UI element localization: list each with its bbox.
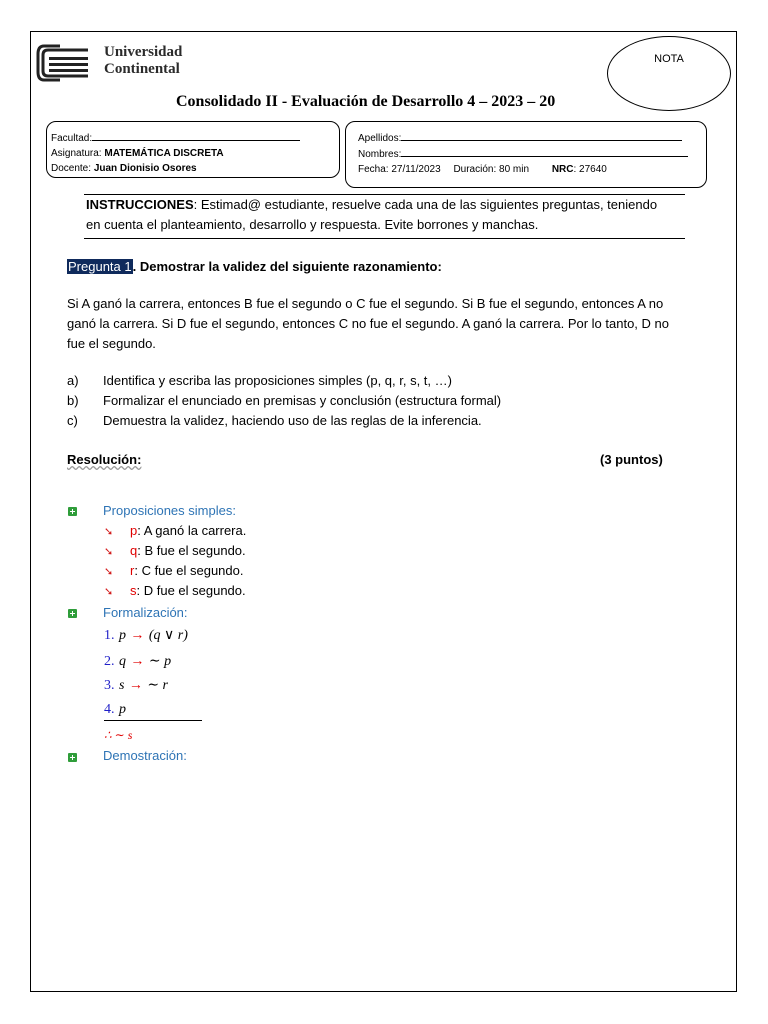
premise-arrow: → xyxy=(130,628,145,643)
premise-arrow: → xyxy=(130,654,145,669)
instructions-bottom-rule xyxy=(84,238,685,239)
prop-var: r xyxy=(130,563,135,578)
list-item xyxy=(67,391,501,411)
premise-number: 2. xyxy=(104,654,115,669)
resolution-label: Resolución: xyxy=(67,452,142,467)
expand-plus-icon[interactable] xyxy=(68,609,77,618)
premise-number: 4. xyxy=(104,702,115,717)
question-items xyxy=(67,371,501,431)
apellidos-label: Apellidos: xyxy=(358,133,402,144)
expand-plus-icon[interactable] xyxy=(68,507,77,516)
item-marker: b) xyxy=(67,393,79,408)
exam-title: Consolidado II - Evaluación de Desarrollo 4 – 2023 – 20 xyxy=(176,93,556,110)
expand-plus-icon[interactable] xyxy=(68,753,77,762)
docente-label: Docente: xyxy=(51,163,92,174)
premise-4 xyxy=(104,700,202,721)
premise-rhs: (q ∨ r) xyxy=(148,628,188,643)
item-text: Identifica y escriba las proposiciones simples (p, q, r, s, t, …) xyxy=(103,373,452,388)
prop-var: q xyxy=(130,543,138,558)
bullet-icon: ➘ xyxy=(104,546,114,558)
nombres-blank[interactable] xyxy=(401,147,688,157)
list-item xyxy=(67,411,501,431)
statement-line3: fue el segundo. xyxy=(67,336,156,351)
apellidos-row xyxy=(358,131,682,145)
item-text: Demuestra la validez, haciendo uso de las reglas de la inferencia. xyxy=(103,413,482,428)
facultad-blank[interactable] xyxy=(92,131,300,141)
nombres-row xyxy=(358,147,688,161)
bullet-icon: ➘ xyxy=(104,566,114,578)
grade-oval xyxy=(607,36,731,111)
list-item xyxy=(67,371,501,391)
statement-line1: Si A ganó la carrera, entonces B fue el segundo o C fue el segundo. Si B fue el segundo, entonces A no xyxy=(67,296,664,311)
fecha-row xyxy=(358,163,607,176)
instructions-line2: en cuenta el planteamiento, desarrollo y respuesta. Evite borrones y manchas. xyxy=(86,217,539,232)
instructions-label: INSTRUCCIONES xyxy=(86,197,194,212)
fecha-text: Fecha: 27/11/2023 xyxy=(358,164,441,175)
prop-var: p xyxy=(130,523,138,538)
question-label: Pregunta 1 xyxy=(68,259,132,274)
premise-arrow: → xyxy=(128,678,143,693)
duracion-text: Duración: 80 min xyxy=(453,164,530,175)
question-statement xyxy=(67,294,669,354)
formalization-title: Formalización: xyxy=(103,605,188,620)
docente-row xyxy=(51,162,197,175)
instructions-line1: : Estimad@ estudiante, resuelve cada una de las siguientes preguntas, teniendo xyxy=(193,197,658,212)
premise-rhs: ∼ r xyxy=(147,678,168,693)
premise-number: 3. xyxy=(104,678,115,693)
proposition-s xyxy=(130,581,246,601)
premise-1 xyxy=(104,626,188,644)
asignatura-value: MATEMÁTICA DISCRETA xyxy=(104,148,224,159)
premise-2 xyxy=(104,652,171,670)
docente-value: Juan Dionisio Osores xyxy=(93,163,197,174)
proposition-q xyxy=(130,541,246,561)
facultad-label: Facultad: xyxy=(51,133,93,144)
apellidos-blank[interactable] xyxy=(401,131,682,141)
propositions-title: Proposiciones simples: xyxy=(103,503,236,518)
prop-text: : D fue el segundo. xyxy=(136,583,246,598)
university-line2: Continental xyxy=(104,61,180,77)
premise-lhs: p xyxy=(118,628,126,643)
asignatura-label: Asignatura: xyxy=(51,148,102,159)
bullet-icon: ➘ xyxy=(104,526,114,538)
question-title: . Demostrar la validez del siguiente razonamiento: xyxy=(132,259,442,274)
prop-text: : C fue el segundo. xyxy=(134,563,244,578)
premise-number: 1. xyxy=(104,628,115,643)
proposition-r xyxy=(130,561,243,581)
item-marker: c) xyxy=(67,413,78,428)
prop-var: s xyxy=(130,583,137,598)
item-text: Formalizar el enunciado en premisas y conclusión (estructura formal) xyxy=(103,393,502,408)
prop-text: : B fue el segundo. xyxy=(137,543,246,558)
premise-lhs: p xyxy=(118,702,126,717)
question-heading xyxy=(67,257,442,277)
nrc-label: NRC xyxy=(551,164,574,175)
university-line1: Universidad xyxy=(104,44,183,60)
demonstration-title: Demostración: xyxy=(103,748,187,763)
asignatura-row xyxy=(51,147,224,160)
item-marker: a) xyxy=(67,373,79,388)
bullet-icon: ➘ xyxy=(104,586,114,598)
premise-lhs: q xyxy=(118,654,126,669)
conclusion: ∴ ∼ s xyxy=(104,728,133,742)
premise-lhs: s xyxy=(118,678,125,693)
nombres-label: Nombres: xyxy=(358,149,402,160)
premise-rhs: ∼ p xyxy=(148,654,172,669)
facultad-row xyxy=(51,131,300,145)
university-name xyxy=(104,44,182,78)
statement-line2: ganó la carrera. Si D fue el segundo, entonces C no fue el segundo. A ganó la carrera. Por lo tanto, D no xyxy=(67,316,669,331)
instructions-block xyxy=(86,195,657,235)
proposition-p xyxy=(130,521,246,541)
nrc-value: : 27640 xyxy=(573,164,607,175)
university-logo-icon xyxy=(36,44,92,82)
points-label: (3 puntos) xyxy=(600,452,663,467)
grade-label: NOTA xyxy=(654,53,684,65)
premise-3 xyxy=(104,676,168,694)
prop-text: : A ganó la carrera. xyxy=(137,523,247,538)
